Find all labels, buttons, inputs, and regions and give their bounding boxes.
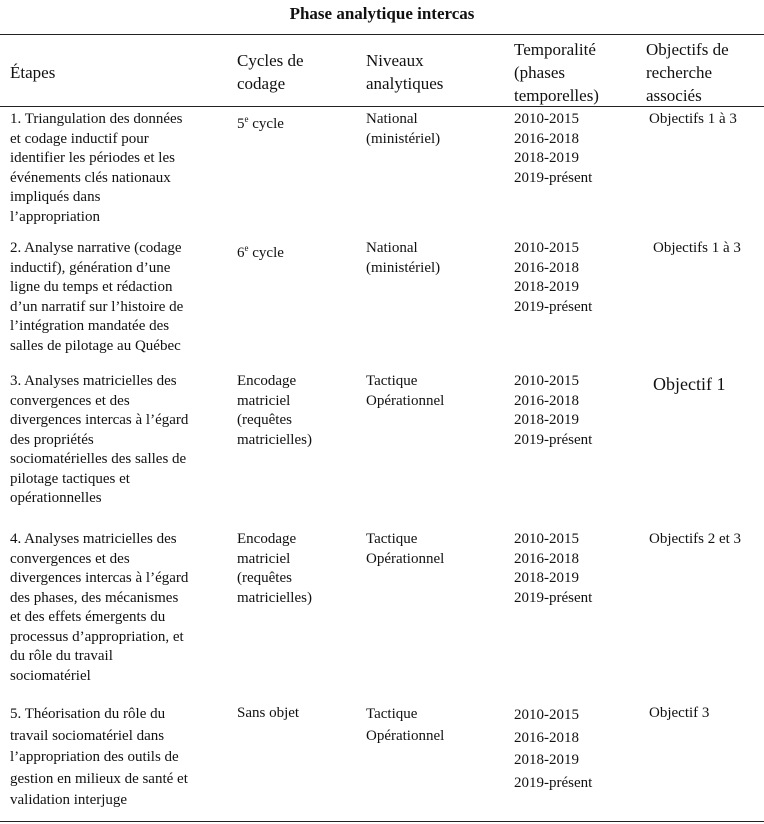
row-2-cycle: 6e cycle bbox=[237, 243, 284, 261]
row-2-niveau: National (ministériel) bbox=[366, 240, 441, 276]
row-1-temporalite: 2010-2015 2016-2018 2018-2019 2019-présent bbox=[514, 111, 593, 186]
header-cycles: Cycles de codage bbox=[237, 51, 304, 93]
bottom-rule bbox=[0, 821, 764, 822]
row-4-cycle: Encodage matriciel (requêtes matricielles) bbox=[237, 531, 312, 606]
header-rule bbox=[0, 106, 764, 107]
row-1-cycle: 5e cycle bbox=[237, 114, 284, 132]
row-4-niveau: Tactique Opérationnel bbox=[366, 531, 445, 567]
row-2-etape: 2. Analyse narrative (codage inductif), génération d’une ligne du temps et rédaction d’un narratif sur l’histoire de l’intégration mandatée des salles de pilotage au Québec bbox=[10, 240, 184, 354]
header-objectifs: Objectifs de recherche associés bbox=[646, 40, 729, 105]
header-temporalite: Temporalité (phases temporelles) bbox=[514, 40, 599, 105]
row-4-objectif: Objectifs 2 et 3 bbox=[649, 531, 742, 547]
row-2-temporalite: 2010-2015 2016-2018 2018-2019 2019-présent bbox=[514, 240, 593, 315]
row-5-etape: 5. Théorisation du rôle du travail sociomatériel dans l’appropriation des outils de gestion en milieux de santé et validation interjuge bbox=[10, 706, 188, 808]
row-1-etape: 1. Triangulation des données et codage inductif pour identifier les périodes et les événements clés nationaux impliqués dans l’appropriation bbox=[10, 111, 183, 225]
row-3-etape: 3. Analyses matricielles des convergences et des divergences intercas à l’égard des propriétés sociomatérielles des salles de pilotage tactiques et opérationnelles bbox=[10, 373, 189, 506]
row-1-niveau: National (ministériel) bbox=[366, 111, 441, 147]
row-4-temporalite: 2010-2015 2016-2018 2018-2019 2019-présent bbox=[514, 531, 593, 606]
header-niveaux: Niveaux analytiques bbox=[366, 51, 444, 93]
row-3-temporalite: 2010-2015 2016-2018 2018-2019 2019-présent bbox=[514, 373, 593, 448]
row-5-temporalite: 2010-2015 2016-2018 2018-2019 2019-présent bbox=[514, 707, 593, 791]
row-5-objectif: Objectif 3 bbox=[649, 705, 710, 721]
row-5-cycle: Sans objet bbox=[237, 705, 300, 721]
row-3-cycle: Encodage matriciel (requêtes matricielles) bbox=[237, 373, 312, 448]
top-rule bbox=[0, 34, 764, 35]
table-title: Phase analytique intercas bbox=[289, 4, 475, 23]
header-etapes: Étapes bbox=[10, 63, 56, 82]
row-3-objectif: Objectif 1 bbox=[653, 374, 726, 394]
row-2-objectif: Objectifs 1 à 3 bbox=[653, 240, 741, 256]
row-4-etape: 4. Analyses matricielles des convergences et des divergences intercas à l’égard des phases, des mécanismes et des effets émergents du processus d’appropriation, et du rôle du travail sociomatériel bbox=[10, 531, 189, 684]
row-1-objectif: Objectifs 1 à 3 bbox=[649, 111, 737, 127]
row-5-niveau: Tactique Opérationnel bbox=[366, 706, 445, 744]
row-3-niveau: Tactique Opérationnel bbox=[366, 373, 445, 409]
